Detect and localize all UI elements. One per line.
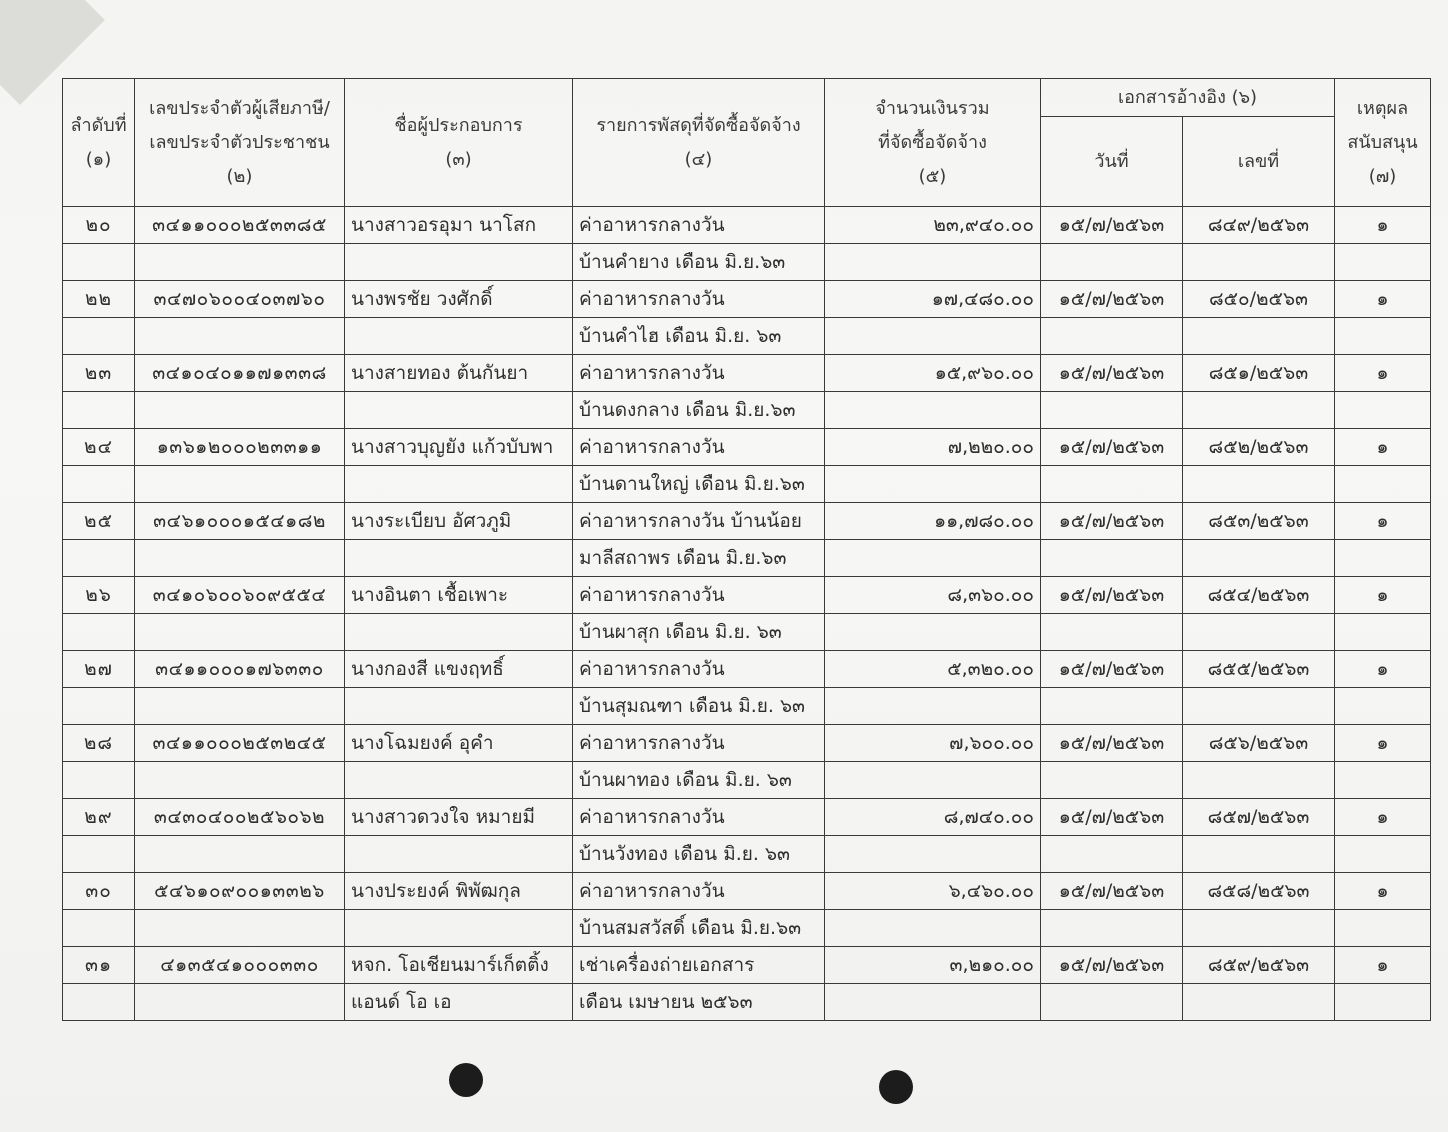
row-amount: ๑๕,๙๖๐.๐๐ <box>825 355 1041 392</box>
row-vendor-name: หจก. โอเชียนมาร์เก็ตติ้ง <box>345 947 573 984</box>
header-vendor-name: ชื่อผู้ประกอบการ (๓) <box>345 79 573 207</box>
row-amount-blank <box>825 688 1041 725</box>
row-doc-number-blank <box>1183 762 1335 799</box>
row-reason: ๑ <box>1335 873 1431 910</box>
table-row <box>63 947 1431 984</box>
row-item-line1: ค่าอาหารกลางวัน <box>573 651 825 688</box>
row-amount-blank <box>825 244 1041 281</box>
table-row-continuation <box>63 244 1431 281</box>
row-reason: ๑ <box>1335 651 1431 688</box>
row-reason: ๑ <box>1335 207 1431 244</box>
table-row-continuation <box>63 984 1431 1021</box>
row-reason-blank <box>1335 614 1431 651</box>
row-amount: ๘,๗๔๐.๐๐ <box>825 799 1041 836</box>
row-order-blank <box>63 318 135 355</box>
row-date-blank <box>1041 392 1183 429</box>
row-reason-blank <box>1335 392 1431 429</box>
table-row <box>63 207 1431 244</box>
row-vendor-name: นางระเบียบ อัศวภูมิ <box>345 503 573 540</box>
table-row <box>63 355 1431 392</box>
row-amount: ๓,๒๑๐.๐๐ <box>825 947 1041 984</box>
row-taxpayer-id-blank <box>135 244 345 281</box>
row-order: ๒๕ <box>63 503 135 540</box>
row-doc-number: ๘๕๐/๒๕๖๓ <box>1183 281 1335 318</box>
row-doc-number-blank <box>1183 614 1335 651</box>
row-doc-number: ๘๕๔/๒๕๖๓ <box>1183 577 1335 614</box>
row-doc-number-blank <box>1183 984 1335 1021</box>
row-taxpayer-id: ๓๔๑๑๐๐๐๑๗๖๓๓๐ <box>135 651 345 688</box>
row-amount: ๑๗,๔๘๐.๐๐ <box>825 281 1041 318</box>
row-doc-number: ๘๕๒/๒๕๖๓ <box>1183 429 1335 466</box>
row-item-line2: เดือน เมษายน ๒๕๖๓ <box>573 984 825 1021</box>
row-order: ๒๙ <box>63 799 135 836</box>
row-amount: ๖,๔๖๐.๐๐ <box>825 873 1041 910</box>
row-vendor-name-line2 <box>345 614 573 651</box>
row-amount-blank <box>825 836 1041 873</box>
row-amount-blank <box>825 910 1041 947</box>
row-date: ๑๕/๗/๒๕๖๓ <box>1041 355 1183 392</box>
row-taxpayer-id: ๓๔๖๑๐๐๐๑๕๔๑๘๒ <box>135 503 345 540</box>
row-doc-number: ๘๕๖/๒๕๖๓ <box>1183 725 1335 762</box>
row-vendor-name-line2 <box>345 688 573 725</box>
header-reference-docs: เอกสารอ้างอิง (๖) <box>1041 79 1335 117</box>
row-amount: ๑๑,๗๘๐.๐๐ <box>825 503 1041 540</box>
table-row <box>63 281 1431 318</box>
row-taxpayer-id: ๓๔๑๑๐๐๐๒๕๓๒๔๕ <box>135 725 345 762</box>
row-date: ๑๕/๗/๒๕๖๓ <box>1041 873 1183 910</box>
table-row-continuation <box>63 540 1431 577</box>
row-reason: ๑ <box>1335 799 1431 836</box>
header-reason: เหตุผล สนับสนุน (๗) <box>1335 79 1431 207</box>
row-date: ๑๕/๗/๒๕๖๓ <box>1041 725 1183 762</box>
header-items: รายการพัสดุที่จัดซื้อจัดจ้าง (๔) <box>573 79 825 207</box>
row-item-line1: ค่าอาหารกลางวัน <box>573 281 825 318</box>
row-date-blank <box>1041 836 1183 873</box>
row-doc-number-blank <box>1183 688 1335 725</box>
row-vendor-name-line2 <box>345 910 573 947</box>
row-order-blank <box>63 244 135 281</box>
row-doc-number-blank <box>1183 836 1335 873</box>
row-date-blank <box>1041 688 1183 725</box>
row-vendor-name: นางสายทอง ต้นกันยา <box>345 355 573 392</box>
table-row <box>63 577 1431 614</box>
row-item-line1: ค่าอาหารกลางวัน <box>573 799 825 836</box>
row-taxpayer-id-blank <box>135 392 345 429</box>
row-amount-blank <box>825 762 1041 799</box>
table-row-continuation <box>63 910 1431 947</box>
row-order-blank <box>63 836 135 873</box>
row-reason-blank <box>1335 984 1431 1021</box>
row-vendor-name: นางพรชัย วงศักดิ์ <box>345 281 573 318</box>
row-order: ๒๖ <box>63 577 135 614</box>
row-order-blank <box>63 392 135 429</box>
row-vendor-name-line2: แอนด์ โอ เอ <box>345 984 573 1021</box>
table-row-continuation <box>63 392 1431 429</box>
row-item-line2: บ้านวังทอง เดือน มิ.ย. ๖๓ <box>573 836 825 873</box>
table-row <box>63 429 1431 466</box>
row-taxpayer-id: ๕๔๖๑๐๙๐๐๑๓๓๒๖ <box>135 873 345 910</box>
row-vendor-name-line2 <box>345 318 573 355</box>
row-order-blank <box>63 466 135 503</box>
row-amount-blank <box>825 392 1041 429</box>
row-taxpayer-id: ๓๔๑๑๐๐๐๒๕๓๓๘๕ <box>135 207 345 244</box>
table-row <box>63 873 1431 910</box>
row-vendor-name: นางโฉมยงค์ อุคำ <box>345 725 573 762</box>
row-reason: ๑ <box>1335 503 1431 540</box>
row-taxpayer-id-blank <box>135 910 345 947</box>
row-date: ๑๕/๗/๒๕๖๓ <box>1041 799 1183 836</box>
row-doc-number: ๘๕๑/๒๕๖๓ <box>1183 355 1335 392</box>
row-amount: ๒๓,๙๔๐.๐๐ <box>825 207 1041 244</box>
row-date-blank <box>1041 318 1183 355</box>
row-order-blank <box>63 688 135 725</box>
row-date-blank <box>1041 540 1183 577</box>
row-taxpayer-id-blank <box>135 540 345 577</box>
row-vendor-name: นางอินตา เชื้อเพาะ <box>345 577 573 614</box>
row-doc-number-blank <box>1183 392 1335 429</box>
row-doc-number: ๘๕๕/๒๕๖๓ <box>1183 651 1335 688</box>
row-taxpayer-id-blank <box>135 688 345 725</box>
table-row-continuation <box>63 762 1431 799</box>
row-vendor-name-line2 <box>345 836 573 873</box>
row-doc-number: ๘๕๓/๒๕๖๓ <box>1183 503 1335 540</box>
row-order: ๒๗ <box>63 651 135 688</box>
row-reason-blank <box>1335 318 1431 355</box>
row-order: ๒๒ <box>63 281 135 318</box>
header-date: วันที่ <box>1041 117 1183 207</box>
row-item-line1: ค่าอาหารกลางวัน <box>573 577 825 614</box>
row-taxpayer-id-blank <box>135 318 345 355</box>
row-order-blank <box>63 614 135 651</box>
row-vendor-name-line2 <box>345 466 573 503</box>
row-date-blank <box>1041 910 1183 947</box>
row-taxpayer-id: ๓๔๓๐๔๐๐๒๕๖๐๖๒ <box>135 799 345 836</box>
table-row <box>63 503 1431 540</box>
row-reason: ๑ <box>1335 947 1431 984</box>
row-item-line2: บ้านคำไฮ เดือน มิ.ย. ๖๓ <box>573 318 825 355</box>
row-order-blank <box>63 762 135 799</box>
row-item-line1: ค่าอาหารกลางวัน <box>573 725 825 762</box>
row-doc-number: ๘๔๙/๒๕๖๓ <box>1183 207 1335 244</box>
row-item-line1: เช่าเครื่องถ่ายเอกสาร <box>573 947 825 984</box>
row-order: ๒๔ <box>63 429 135 466</box>
row-taxpayer-id: ๔๑๓๕๔๑๐๐๐๓๓๐ <box>135 947 345 984</box>
row-doc-number: ๘๕๗/๒๕๖๓ <box>1183 799 1335 836</box>
row-taxpayer-id: ๓๔๑๐๖๐๐๖๐๙๕๕๔ <box>135 577 345 614</box>
header-amount: จำนวนเงินรวม ที่จัดซื้อจัดจ้าง (๕) <box>825 79 1041 207</box>
row-amount: ๗,๒๒๐.๐๐ <box>825 429 1041 466</box>
row-vendor-name: นางสาวบุญยัง แก้วบับพา <box>345 429 573 466</box>
row-item-line2: บ้านคำยาง เดือน มิ.ย.๖๓ <box>573 244 825 281</box>
row-order-blank <box>63 540 135 577</box>
row-taxpayer-id: ๓๔๑๐๔๐๑๑๗๑๓๓๘ <box>135 355 345 392</box>
row-taxpayer-id: ๓๔๗๐๖๐๐๔๐๓๗๖๐ <box>135 281 345 318</box>
row-vendor-name-line2 <box>345 540 573 577</box>
row-amount: ๗,๖๐๐.๐๐ <box>825 725 1041 762</box>
row-date: ๑๕/๗/๒๕๖๓ <box>1041 651 1183 688</box>
row-reason: ๑ <box>1335 725 1431 762</box>
row-vendor-name-line2 <box>345 244 573 281</box>
row-amount: ๕,๓๒๐.๐๐ <box>825 651 1041 688</box>
row-taxpayer-id-blank <box>135 466 345 503</box>
table-row-continuation <box>63 466 1431 503</box>
row-item-line1: ค่าอาหารกลางวัน บ้านน้อย <box>573 503 825 540</box>
row-date: ๑๕/๗/๒๕๖๓ <box>1041 503 1183 540</box>
header-taxpayer-id: เลขประจำตัวผู้เสียภาษี/ เลขประจำตัวประชาชน (๒) <box>135 79 345 207</box>
row-doc-number-blank <box>1183 244 1335 281</box>
row-doc-number-blank <box>1183 318 1335 355</box>
row-amount-blank <box>825 984 1041 1021</box>
row-order: ๒๘ <box>63 725 135 762</box>
row-date: ๑๕/๗/๒๕๖๓ <box>1041 947 1183 984</box>
row-doc-number: ๘๕๙/๒๕๖๓ <box>1183 947 1335 984</box>
row-order: ๒๓ <box>63 355 135 392</box>
row-date-blank <box>1041 244 1183 281</box>
row-doc-number-blank <box>1183 466 1335 503</box>
row-vendor-name: นางกองสี แขงฤทธิ์ <box>345 651 573 688</box>
row-item-line1: ค่าอาหารกลางวัน <box>573 207 825 244</box>
row-taxpayer-id-blank <box>135 836 345 873</box>
row-reason-blank <box>1335 540 1431 577</box>
row-vendor-name-line2 <box>345 762 573 799</box>
row-order-blank <box>63 984 135 1021</box>
row-doc-number-blank <box>1183 540 1335 577</box>
row-amount-blank <box>825 318 1041 355</box>
row-order-blank <box>63 910 135 947</box>
row-order: ๒๐ <box>63 207 135 244</box>
table-row <box>63 725 1431 762</box>
row-item-line1: ค่าอาหารกลางวัน <box>573 873 825 910</box>
row-reason: ๑ <box>1335 429 1431 466</box>
row-reason-blank <box>1335 688 1431 725</box>
row-date: ๑๕/๗/๒๕๖๓ <box>1041 577 1183 614</box>
row-item-line2: บ้านผาทอง เดือน มิ.ย. ๖๓ <box>573 762 825 799</box>
row-item-line2: บ้านสมสวัสดิ์ เดือน มิ.ย.๖๓ <box>573 910 825 947</box>
row-taxpayer-id-blank <box>135 762 345 799</box>
row-item-line2: บ้านดงกลาง เดือน มิ.ย.๖๓ <box>573 392 825 429</box>
table-row <box>63 651 1431 688</box>
row-taxpayer-id-blank <box>135 984 345 1021</box>
row-taxpayer-id: ๑๓๖๑๒๐๐๐๒๓๓๑๑ <box>135 429 345 466</box>
row-amount-blank <box>825 540 1041 577</box>
row-reason: ๑ <box>1335 281 1431 318</box>
row-item-line2: บ้านผาสุก เดือน มิ.ย. ๖๓ <box>573 614 825 651</box>
row-date-blank <box>1041 984 1183 1021</box>
row-reason-blank <box>1335 762 1431 799</box>
row-doc-number: ๘๕๘/๒๕๖๓ <box>1183 873 1335 910</box>
row-reason-blank <box>1335 910 1431 947</box>
table-row <box>63 799 1431 836</box>
row-amount-blank <box>825 466 1041 503</box>
row-item-line1: ค่าอาหารกลางวัน <box>573 429 825 466</box>
row-taxpayer-id-blank <box>135 614 345 651</box>
header-order: ลำดับที่ (๑) <box>63 79 135 207</box>
row-vendor-name: นางประยงค์ พิพัฒกุล <box>345 873 573 910</box>
table-row-continuation <box>63 688 1431 725</box>
row-date-blank <box>1041 762 1183 799</box>
row-amount-blank <box>825 614 1041 651</box>
row-date-blank <box>1041 614 1183 651</box>
row-item-line2: บ้านดานใหญ่ เดือน มิ.ย.๖๓ <box>573 466 825 503</box>
table-row-continuation <box>63 836 1431 873</box>
row-amount: ๘,๓๖๐.๐๐ <box>825 577 1041 614</box>
row-item-line2: บ้านสุมณฑา เดือน มิ.ย. ๖๓ <box>573 688 825 725</box>
procurement-table <box>62 78 1431 1021</box>
row-item-line2: มาลีสถาพร เดือน มิ.ย.๖๓ <box>573 540 825 577</box>
row-order: ๓๐ <box>63 873 135 910</box>
row-date-blank <box>1041 466 1183 503</box>
table-row-continuation <box>63 614 1431 651</box>
row-reason-blank <box>1335 836 1431 873</box>
header-doc-number: เลขที่ <box>1183 117 1335 207</box>
punch-hole-right <box>879 1070 913 1104</box>
row-item-line1: ค่าอาหารกลางวัน <box>573 355 825 392</box>
row-order: ๓๑ <box>63 947 135 984</box>
punch-hole-left <box>449 1063 483 1097</box>
row-vendor-name-line2 <box>345 392 573 429</box>
row-vendor-name: นางสาวอรอุมา นาโสก <box>345 207 573 244</box>
row-reason: ๑ <box>1335 355 1431 392</box>
row-vendor-name: นางสาวดวงใจ หมายมี <box>345 799 573 836</box>
row-reason-blank <box>1335 244 1431 281</box>
row-doc-number-blank <box>1183 910 1335 947</box>
row-reason-blank <box>1335 466 1431 503</box>
row-date: ๑๕/๗/๒๕๖๓ <box>1041 207 1183 244</box>
row-date: ๑๕/๗/๒๕๖๓ <box>1041 429 1183 466</box>
table-row-continuation <box>63 318 1431 355</box>
row-reason: ๑ <box>1335 577 1431 614</box>
row-date: ๑๕/๗/๒๕๖๓ <box>1041 281 1183 318</box>
